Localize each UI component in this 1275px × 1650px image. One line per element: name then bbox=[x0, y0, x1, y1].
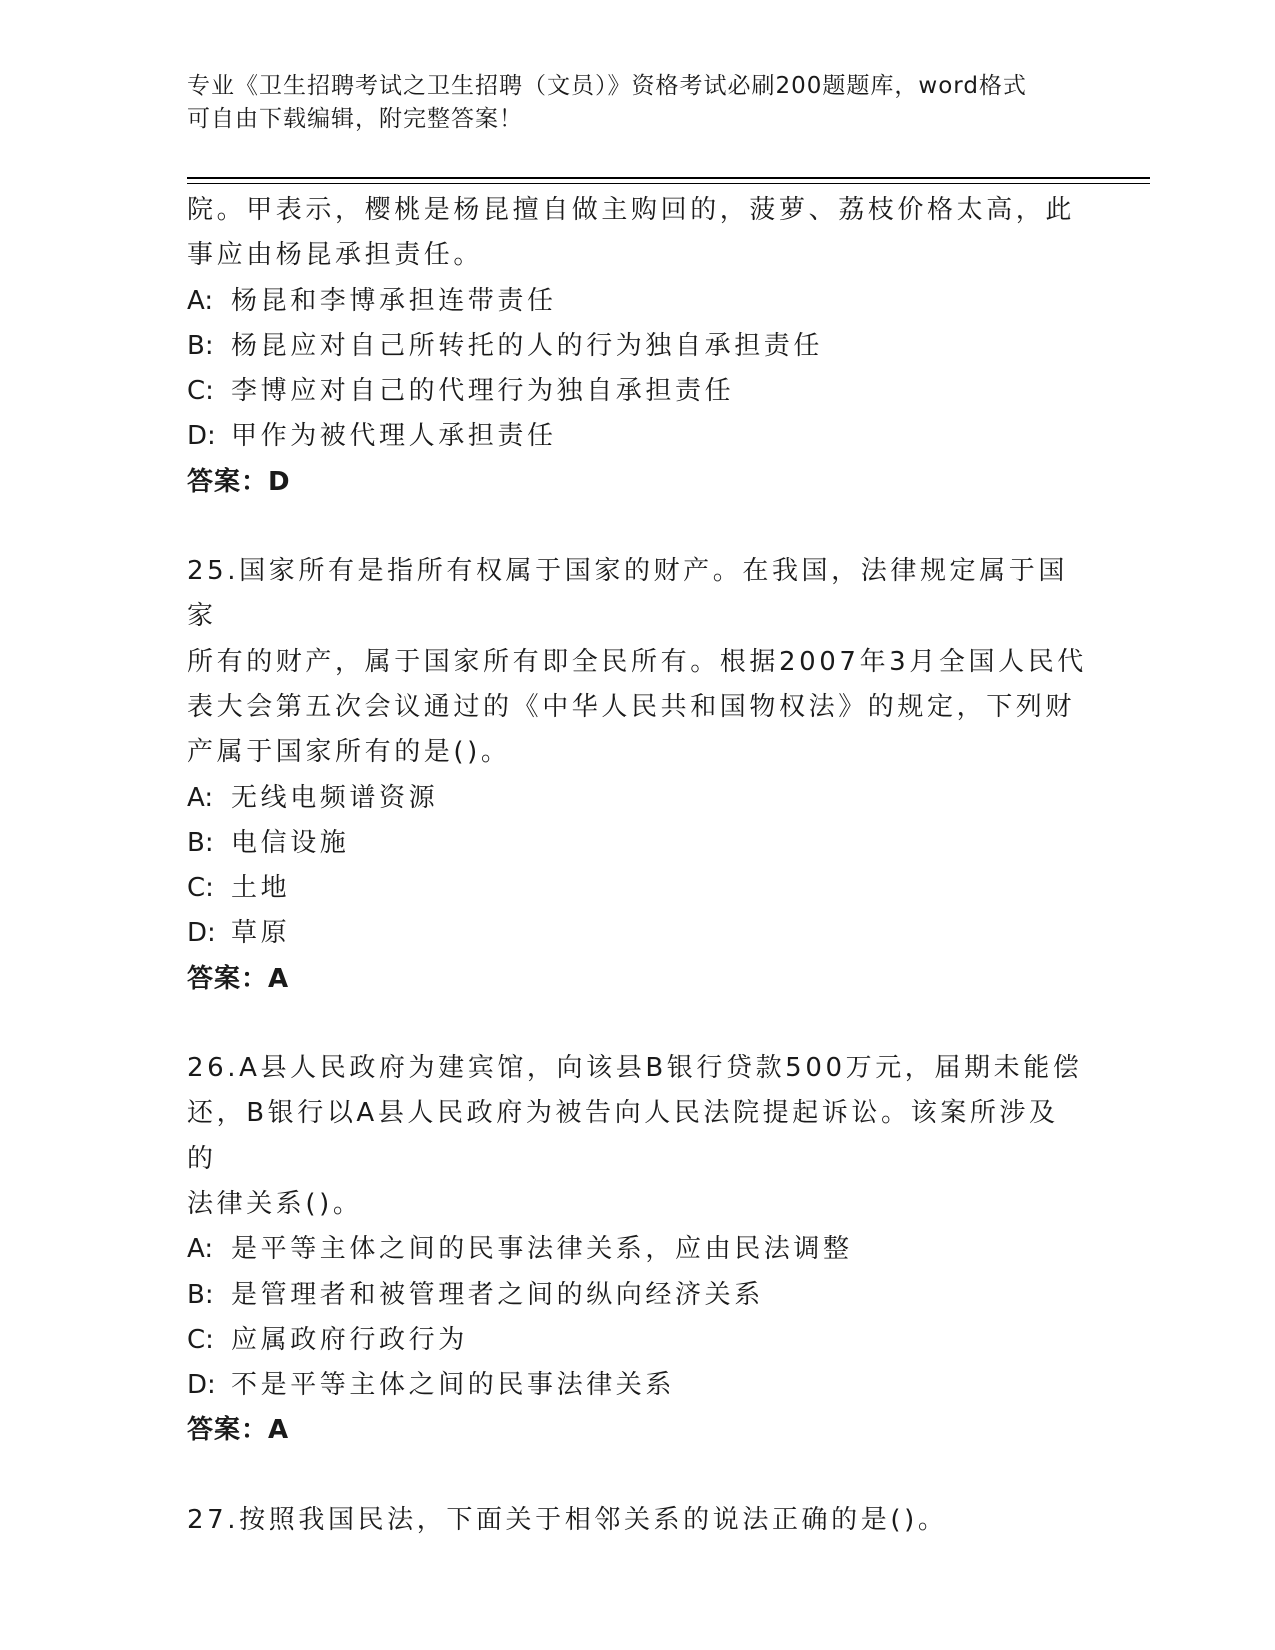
option-key: D: bbox=[187, 421, 216, 452]
option-key: B: bbox=[187, 330, 214, 361]
answer-line: 答案：D bbox=[187, 466, 291, 497]
option-text: 甲作为被代理人承担责任 bbox=[231, 421, 557, 452]
question-text-line: 还，B银行以A县人民政府为被告向人民法院提起诉讼。该案所涉及的 bbox=[187, 1098, 1059, 1174]
option-key: A: bbox=[187, 782, 214, 813]
option-text: 无线电频谱资源 bbox=[231, 782, 439, 813]
question-text-line: 27.按照我国民法，下面关于相邻关系的说法正确的是()。 bbox=[187, 1504, 948, 1535]
option-c bbox=[187, 1318, 1087, 1363]
option-text: 李博应对自己的代理行为独自承担责任 bbox=[231, 376, 735, 407]
option-text: 不是平等主体之间的民事法律关系 bbox=[231, 1370, 676, 1401]
question-text-line: 事应由杨昆承担责任。 bbox=[187, 240, 484, 271]
option-text: 电信设施 bbox=[231, 827, 350, 858]
option-key: B: bbox=[187, 1279, 214, 1310]
header-line-1: 专业《卫生招聘考试之卫生招聘（文员）》资格考试必刷200题题库，word格式 bbox=[187, 73, 1027, 99]
option-text: 土地 bbox=[231, 873, 291, 904]
option-text: 是平等主体之间的民事法律关系，应由民法调整 bbox=[231, 1234, 853, 1265]
document-body bbox=[187, 188, 1087, 1543]
question-25 bbox=[187, 549, 1087, 1002]
question-26 bbox=[187, 1046, 1087, 1454]
option-b bbox=[187, 821, 1087, 866]
answer-line: 答案：A bbox=[187, 963, 290, 994]
option-text: 杨昆应对自己所转托的人的行为独自承担责任 bbox=[231, 330, 824, 361]
header-line-2: 可自由下载编辑，附完整答案！ bbox=[187, 106, 523, 132]
option-d bbox=[187, 414, 1087, 459]
option-key: A: bbox=[187, 1234, 214, 1265]
option-c bbox=[187, 866, 1087, 911]
option-text: 草原 bbox=[231, 918, 291, 949]
question-27 bbox=[187, 1498, 1087, 1543]
option-key: A: bbox=[187, 285, 214, 316]
option-b bbox=[187, 324, 1087, 369]
option-text: 应属政府行政行为 bbox=[231, 1324, 468, 1355]
question-text-line: 产属于国家所有的是()。 bbox=[187, 737, 511, 768]
question-text-line: 院。甲表示，樱桃是杨昆擅自做主购回的，菠萝、荔枝价格太高，此 bbox=[187, 195, 1076, 225]
option-text: 杨昆和李博承担连带责任 bbox=[231, 285, 557, 316]
option-key: C: bbox=[187, 873, 214, 904]
option-d bbox=[187, 911, 1087, 956]
option-text: 是管理者和被管理者之间的纵向经济关系 bbox=[231, 1279, 764, 1310]
option-d bbox=[187, 1363, 1087, 1408]
answer-line: 答案：A bbox=[187, 1415, 290, 1446]
option-key: D: bbox=[187, 1370, 216, 1401]
option-a bbox=[187, 1227, 1087, 1272]
question-text-line: 所有的财产，属于国家所有即全民所有。根据2007年3月全国人民代 bbox=[187, 646, 1087, 677]
question-24-continuation bbox=[187, 188, 1087, 505]
question-text-line: 26.A县人民政府为建宾馆，向该县B银行贷款500万元，届期未能偿 bbox=[187, 1053, 1083, 1084]
document-header bbox=[187, 70, 1087, 136]
option-c bbox=[187, 369, 1087, 414]
option-key: C: bbox=[187, 1324, 214, 1355]
option-b bbox=[187, 1273, 1087, 1318]
header-divider bbox=[187, 177, 1150, 184]
question-text-line: 法律关系()。 bbox=[187, 1188, 363, 1219]
question-text-line: 25.国家所有是指所有权属于国家的财产。在我国，法律规定属于国家 bbox=[187, 556, 1068, 632]
option-a bbox=[187, 279, 1087, 324]
question-text-line: 表大会第五次会议通过的《中华人民共和国物权法》的规定，下列财 bbox=[187, 691, 1076, 722]
option-key: D: bbox=[187, 918, 216, 949]
option-key: B: bbox=[187, 827, 214, 858]
option-a bbox=[187, 776, 1087, 821]
option-key: C: bbox=[187, 376, 214, 407]
